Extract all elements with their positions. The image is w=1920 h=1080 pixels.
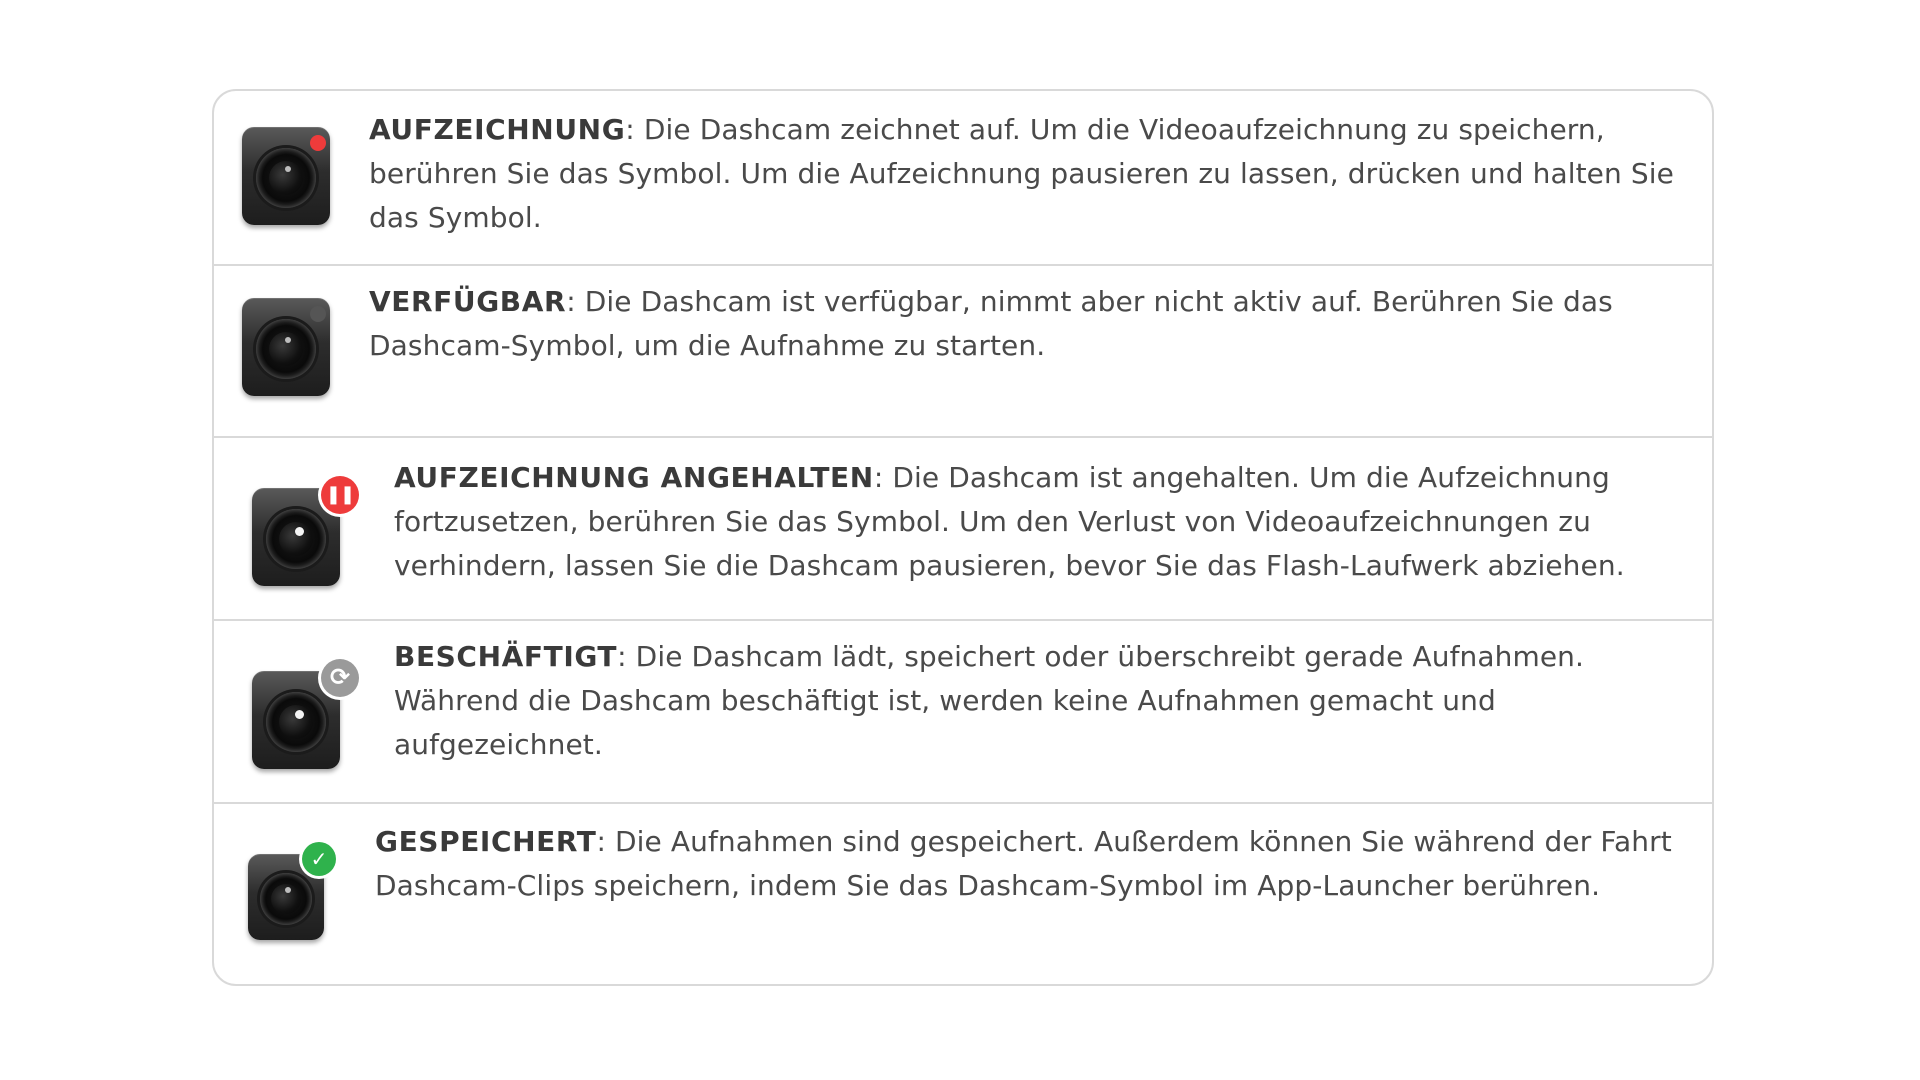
status-text-available (369, 280, 1704, 368)
status-description: : Die Dashcam zeichnet auf. Um die Videoaufzeichnung zu speichern, berühren Sie das Symbol. Um die Aufzeichnung pausieren zu lassen, drücken und halten Sie das Symbol. (369, 113, 1674, 234)
status-label: GESPEICHERT (375, 825, 597, 858)
status-row-available (214, 266, 1712, 438)
sync-badge-icon: ⟳ (321, 659, 359, 697)
status-label: VERFÜGBAR (369, 285, 567, 318)
status-text-saved (375, 820, 1695, 908)
recording-indicator-icon (310, 135, 326, 151)
status-text-recording (369, 108, 1704, 240)
status-description: : Die Aufnahmen sind gespeichert. Außerdem können Sie während der Fahrt Dashcam-Clips speichern, indem Sie das Dashcam-Symbol im App-Launcher berühren. (375, 825, 1672, 902)
status-description: : Die Dashcam ist verfügbar, nimmt aber nicht aktiv auf. Berühren Sie das Dashcam-Symbol, um die Aufnahme zu starten. (369, 285, 1613, 362)
dashcam-status-table (212, 89, 1714, 986)
pause-badge-icon: ❚❚ (321, 476, 359, 514)
status-row-paused (214, 438, 1712, 621)
status-row-recording (214, 91, 1712, 266)
status-text-busy (394, 635, 1694, 767)
checkmark-badge-icon: ✓ (302, 842, 336, 876)
status-row-saved (214, 804, 1712, 986)
status-row-busy (214, 621, 1712, 804)
status-description: : Die Dashcam ist angehalten. Um die Aufzeichnung fortzusetzen, berühren Sie das Symbol. Um den Verlust von Videoaufzeichnungen zu verhindern, lassen Sie die Dashcam pausieren, bevor Sie das Flash-Laufwerk abziehen. (394, 461, 1625, 582)
idle-indicator-icon (310, 306, 326, 322)
status-label: AUFZEICHNUNG (369, 113, 626, 146)
status-description: : Die Dashcam lädt, speichert oder überschreibt gerade Aufnahmen. Während die Dashcam beschäftigt ist, werden keine Aufnahmen gemacht und aufgezeichnet. (394, 640, 1585, 761)
status-text-paused (394, 456, 1694, 588)
status-label: BESCHÄFTIGT (394, 640, 618, 673)
status-label: AUFZEICHNUNG ANGEHALTEN (394, 461, 874, 494)
